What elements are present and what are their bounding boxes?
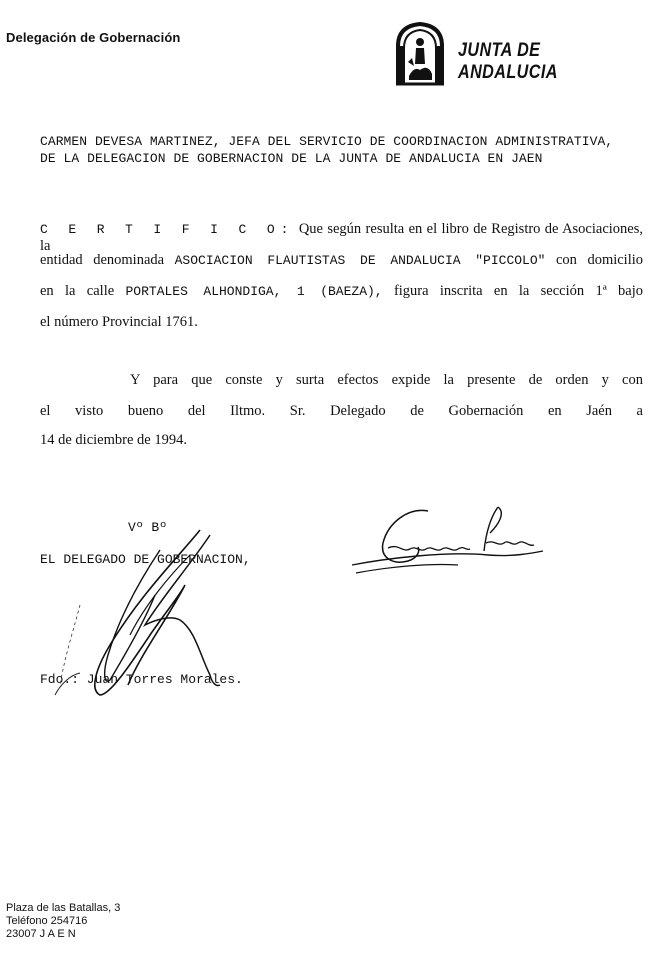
- certifico-text: Que según resulta en el libro de Registro de Asociaciones, la: [40, 221, 643, 254]
- heading-line-1: CARMEN DEVESA MARTINEZ, JEFA DEL SERVICIO DE COORDINACION ADMINISTRATIVA,: [40, 134, 614, 149]
- closing-line-1: Y para que conste y surta efectos expide la presente de orden y con: [130, 372, 643, 388]
- certifico-text: entidad denominada: [40, 252, 165, 268]
- certifico-line-1: [40, 221, 643, 254]
- entity-address: PORTALES ALHONDIGA, 1 (BAEZA),: [125, 284, 383, 299]
- delegate-title: EL DELEGADO DE GOBERNACION,: [40, 552, 251, 567]
- footer-phone: Teléfono 254716: [6, 915, 88, 927]
- certifico-line-2: [40, 252, 643, 272]
- chief-signature: [348, 503, 548, 583]
- visto-bueno: Vº Bº: [128, 520, 168, 535]
- entity-name: ASOCIACION FLAUTISTAS DE ANDALUCIA "PICCOLO": [174, 253, 546, 268]
- closing-line-2: el visto bueno del Iltmo. Sr. Delegado de Gobernación en Jaén a: [40, 403, 643, 419]
- certifico-line-3: [40, 283, 643, 303]
- certifico-text: en la calle: [40, 283, 115, 299]
- signatory-name: Fdo.: Juan Torres Morales.: [40, 672, 243, 687]
- certifico-text: con domicilio: [555, 252, 644, 268]
- footer-address: Plaza de las Batallas, 3: [6, 902, 121, 914]
- brand-name: JUNTA DE ANDALUCIA: [458, 40, 558, 83]
- heading-line-2: DE LA DELEGACION DE GOBERNACION DE LA JUNTA DE ANDALUCIA EN JAEN: [40, 151, 543, 166]
- office-name: Delegación de Gobernación: [6, 30, 181, 45]
- certifico-text: figura inscrita en la sección 1ª bajo: [393, 283, 643, 299]
- closing-line-3: 14 de diciembre de 1994.: [40, 432, 187, 448]
- certifico-label: C E R T I F I C O:: [40, 222, 295, 237]
- junta-andalucia-emblem-icon: [392, 18, 448, 88]
- certifico-line-4: el número Provincial 1761.: [40, 314, 198, 330]
- footer-city: 23007 J A E N: [6, 928, 76, 940]
